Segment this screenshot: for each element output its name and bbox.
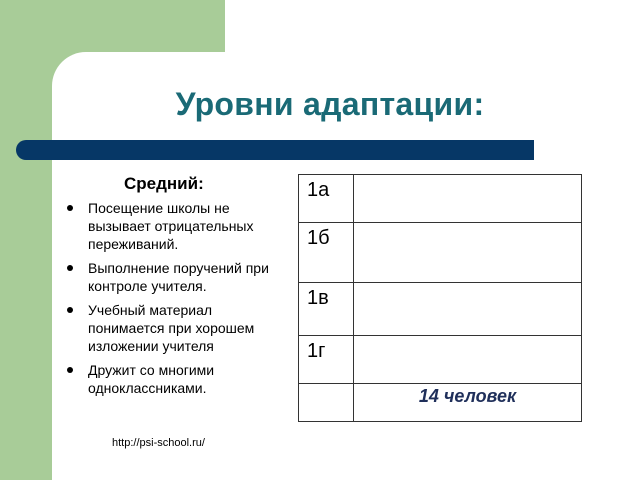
bullet-text: Учебный материал понимается при хорошем изложении учителя	[88, 302, 255, 354]
bullet-text: Дружит со многими одноклассниками.	[88, 362, 215, 396]
table-total-row	[299, 383, 582, 421]
bullet-dot-icon	[67, 205, 73, 211]
bullet-item	[66, 361, 290, 397]
table-row	[299, 283, 582, 335]
title-underline-bar	[16, 140, 534, 160]
table-row	[299, 223, 582, 283]
table-row	[299, 335, 582, 383]
class-label-cell: 1г	[299, 335, 354, 383]
page-title: Уровни адаптации:	[175, 86, 485, 122]
class-value-cell	[354, 283, 582, 335]
table-row	[299, 175, 582, 223]
bullet-item	[66, 301, 290, 355]
class-value-cell	[354, 175, 582, 223]
bullet-item	[66, 199, 290, 253]
class-value-cell	[354, 223, 582, 283]
total-count-cell: 14 человек	[354, 383, 582, 421]
section-subtitle: Средний:	[124, 174, 204, 193]
bullet-dot-icon	[67, 265, 73, 271]
class-label-cell: 1а	[299, 175, 354, 223]
bullet-text: Выполнение поручений при контроле учителя.	[88, 260, 269, 294]
class-table	[298, 174, 582, 422]
bullet-dot-icon	[67, 307, 73, 313]
class-value-cell	[354, 335, 582, 383]
bullet-list	[66, 199, 290, 403]
bullet-item	[66, 259, 290, 295]
class-label-cell: 1б	[299, 223, 354, 283]
total-empty-cell	[299, 383, 354, 421]
bullet-text: Посещение школы не вызывает отрицательных переживаний.	[88, 200, 254, 252]
bullet-dot-icon	[67, 367, 73, 373]
footer-url: http://psi-school.ru/	[112, 437, 205, 449]
class-label-cell: 1в	[299, 283, 354, 335]
